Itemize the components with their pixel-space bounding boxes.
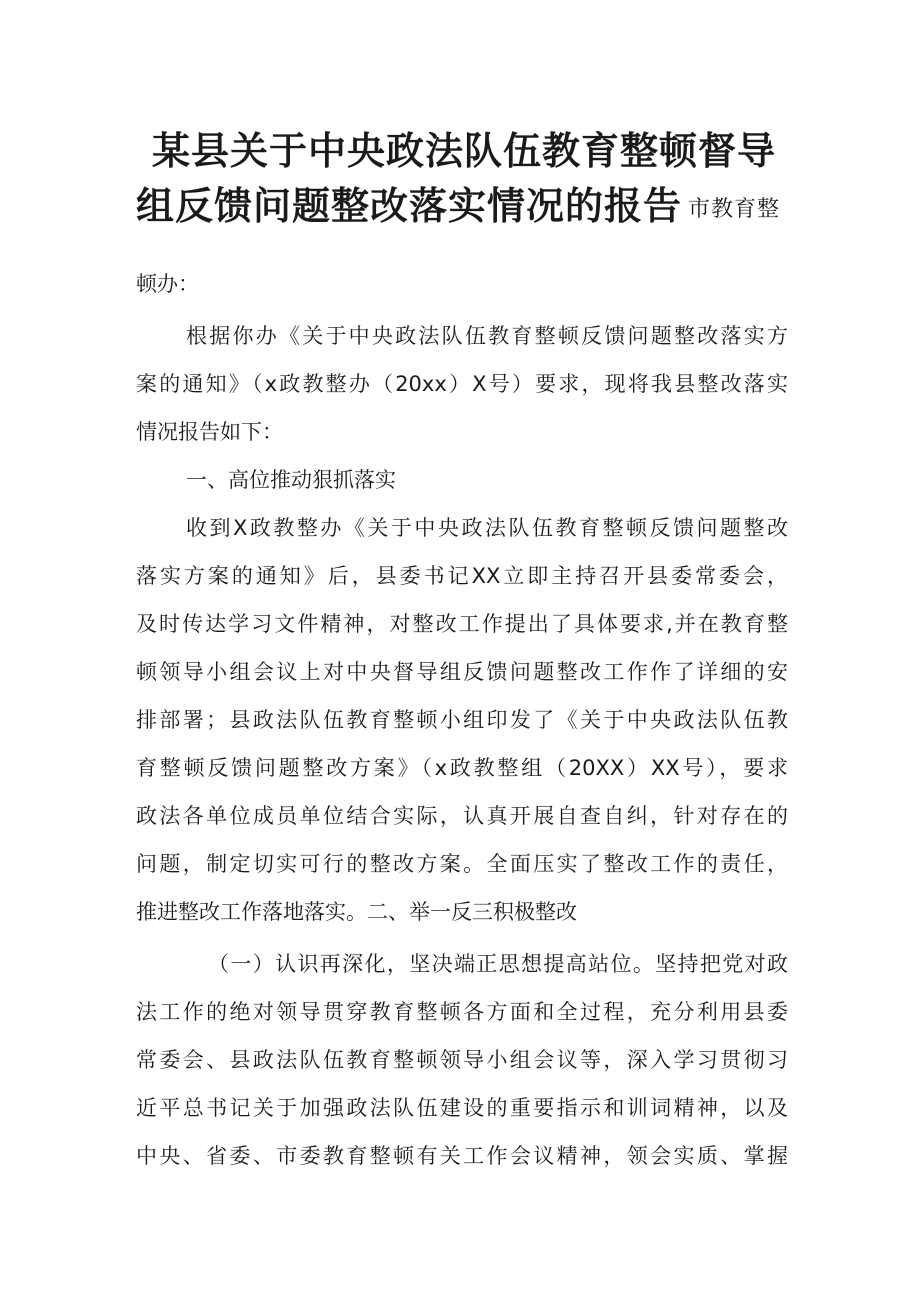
section-heading-1: 一、高位推动狠抓落实 — [186, 468, 396, 492]
paragraph-2-line-3: 及时传达学习文件精神，对整改工作提出了具体要求,并在教育整 — [136, 612, 788, 636]
paragraph-2-line-6: 育整顿反馈问题整改方案》（x政教整组（20XX）XX号），要求 — [136, 756, 788, 780]
paragraph-1-line-1: 根据你办《关于中央政法队伍教育整顿反馈问题整改落实方 — [186, 324, 788, 348]
recipient-start: 市教育整 — [688, 197, 781, 222]
paragraph-2-line-9: 推进整改工作落地落实。二、举一反三积极整改 — [136, 900, 577, 924]
paragraph-3-line-1: （一）认识再深化，坚决端正思想提高站位。坚持把党对政 — [208, 952, 788, 976]
document-title-line-2-text: 组反馈问题整改落实情况的报告 — [136, 184, 683, 228]
document-title-line-1: 某县关于中央政法队伍教育整顿督导 — [152, 129, 777, 173]
recipient-end: 顿办： — [136, 272, 199, 296]
paragraph-1-line-2: 案的通知》（x政教整办（20xx）X号）要求，现将我县整改落实 — [136, 372, 788, 396]
paragraph-2-line-8: 问题，制定切实可行的整改方案。全面压实了整改工作的责任， — [136, 852, 788, 876]
paragraph-3-line-2: 法工作的绝对领导贯穿教育整顿各方面和全过程，充分利用县委 — [136, 1000, 788, 1024]
document-title-line-2 — [136, 184, 781, 228]
paragraph-3-line-5: 中央、省委、市委教育整顿有关工作会议精神，领会实质、掌握 — [136, 1144, 788, 1168]
paragraph-2-line-4: 顿领导小组会议上对中央督导组反馈问题整改工作作了详细的安 — [136, 660, 788, 684]
paragraph-1-line-3: 情况报告如下： — [136, 420, 283, 444]
paragraph-2-line-1: 收到X政教整办《关于中央政法队伍教育整顿反馈问题整改 — [186, 516, 788, 540]
paragraph-3-line-4: 近平总书记关于加强政法队伍建设的重要指示和训词精神，以及 — [136, 1096, 788, 1120]
paragraph-3-line-3: 常委会、县政法队伍教育整顿领导小组会议等，深入学习贯彻习 — [136, 1048, 788, 1072]
paragraph-2-line-7: 政法各单位成员单位结合实际，认真开展自查自纠，针对存在的 — [136, 804, 788, 828]
paragraph-2-line-5: 排部署；县政法队伍教育整顿小组印发了《关于中央政法队伍教 — [136, 708, 788, 732]
paragraph-2-line-2: 落实方案的通知》后，县委书记XX立即主持召开县委常委会， — [136, 564, 788, 588]
